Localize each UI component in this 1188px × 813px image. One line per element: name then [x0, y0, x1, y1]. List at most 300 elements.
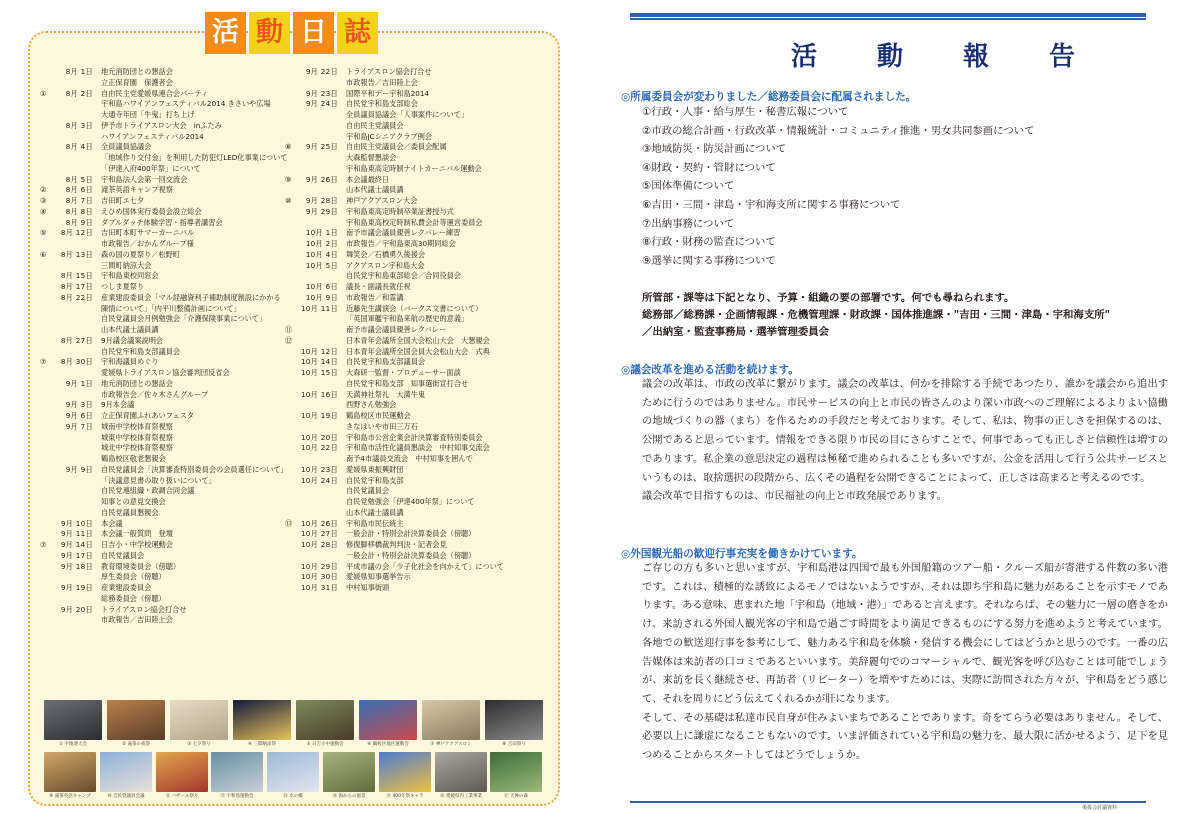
diary-entry-event: 宇和島市民伝統主 — [346, 518, 404, 528]
diary-entry — [40, 529, 302, 540]
diary-entry — [40, 411, 302, 422]
diary-entry — [285, 540, 555, 551]
diary-title-char: 活 — [205, 12, 246, 54]
diary-entry-date — [298, 132, 346, 143]
diary-entry-mark — [285, 508, 298, 519]
diary-entry-mark — [285, 347, 298, 358]
diary-entry-mark: ⑧ — [285, 142, 292, 152]
diary-entry — [285, 261, 555, 272]
department-block — [642, 290, 1110, 341]
diary-entry-date: 9月 26日 — [305, 174, 338, 184]
activity-photo — [211, 752, 263, 792]
photo-caption: ⑫ 宇和島運動会 — [220, 794, 254, 799]
diary-entry — [40, 78, 302, 89]
diary-entry — [40, 304, 302, 315]
diary-entry — [40, 89, 302, 100]
diary-entry — [285, 357, 555, 368]
diary-entry-mark — [40, 175, 53, 186]
diary-entry-date: 9月 20日 — [60, 604, 93, 614]
diary-entry-date: 8月 30日 — [60, 357, 93, 367]
diary-entry-date: 8月 6日 — [65, 185, 93, 195]
diary-entry-mark — [40, 605, 53, 616]
diary-entry — [285, 497, 555, 508]
photo-caption: ② 滝茶の夜祭 — [122, 742, 150, 747]
diary-entry — [40, 282, 302, 293]
diary-entry-event: 愛媛県東振興財団 — [346, 464, 404, 474]
diary-entry-event: 立正保育園ふれあいフェスタ — [101, 411, 195, 420]
diary-entry-mark — [40, 368, 53, 379]
diary-entry — [40, 121, 302, 132]
diary-entry-event: 伊予市トライアスロン大会 inふたみ — [101, 120, 222, 130]
diary-entry-event: 城南中学校体育祭視察 — [101, 421, 173, 431]
diary-entry-event: 9月議会議案説明会 — [101, 335, 164, 345]
diary-entry-event: 舞笑会／石橋勇久後援会 — [346, 249, 426, 259]
diary-entry-mark — [40, 433, 53, 444]
diary-entry-date — [53, 78, 101, 89]
diary-entry — [40, 454, 302, 465]
diary-entry-event: 厚生委員会（傍聴） — [101, 572, 166, 582]
diary-entry-mark — [40, 78, 53, 89]
diary-entry-mark — [40, 476, 53, 487]
diary-entry — [40, 357, 302, 368]
photo-caption: ⑤ 日吉小中運動会 — [306, 742, 344, 747]
diary-entry — [40, 465, 302, 476]
diary-entry-date: 8月 15日 — [60, 271, 93, 281]
diary-entry-event: 9月本会議 — [101, 400, 135, 410]
diary-entry-date — [53, 486, 101, 497]
diary-entry — [285, 250, 555, 261]
diary-entry — [40, 605, 302, 616]
diary-entry-mark — [40, 347, 53, 358]
diary-entry — [285, 89, 555, 100]
diary-entry-event: 一般会計・特別会計決算委員会（傍聴） — [346, 529, 476, 539]
diary-entry-event: 全員議員協議会「人事案件について」 — [346, 110, 469, 119]
diary-entry-mark: ② — [40, 185, 47, 195]
diary-entry-date: 10月 4日 — [305, 249, 338, 259]
diary-entry-mark — [285, 261, 298, 272]
diary-entry-date — [53, 239, 101, 250]
cruise-paragraph — [642, 560, 1168, 766]
diary-entry-date: 10月 22日 — [300, 443, 338, 453]
diary-entry-date — [53, 368, 101, 379]
diary-entry-mark — [285, 121, 298, 132]
diary-entry-date: 9月 25日 — [305, 142, 338, 152]
diary-entry — [285, 175, 555, 186]
diary-entry — [40, 497, 302, 508]
diary-entry-date — [53, 347, 101, 358]
photo-caption: ⑮ 400年祭キャラ — [386, 794, 424, 799]
committee-item: ⑤国体準備について — [642, 180, 735, 193]
diary-entry — [285, 196, 555, 207]
department-line: 総務部／総務課・企画情報課・危機管理課・財政課・国体推進課・"吉田・三間・津島・宇和海支所" — [642, 309, 1111, 321]
diary-entry-date: 10月 23日 — [300, 464, 338, 474]
diary-entry-date: 10月 5日 — [305, 260, 338, 270]
diary-entry-date — [298, 121, 346, 132]
diary-title-char: 誌 — [337, 12, 378, 54]
diary-entry-event: 産業建設委員会 — [101, 583, 152, 592]
diary-entry-mark — [40, 583, 53, 594]
diary-entry-mark — [40, 261, 53, 272]
diary-entry-mark — [40, 164, 53, 175]
diary-entry-event: 日本青年会議所全国会員大会松山大会 式典 — [346, 346, 490, 356]
diary-entry — [285, 454, 555, 465]
diary-entry-mark — [285, 562, 298, 573]
diary-entry-date: 9月 9日 — [65, 464, 93, 474]
diary-entry-mark — [40, 132, 53, 143]
diary-entry-date — [298, 271, 346, 282]
diary-entry — [285, 142, 555, 153]
diary-title — [205, 12, 378, 54]
diary-entry-date: 9月 11日 — [60, 529, 93, 539]
diary-entry — [40, 239, 302, 250]
photo-strip — [44, 700, 544, 804]
diary-entry-event: 「決議意見書の取り扱いについて」 — [101, 475, 216, 485]
diary-entry-mark — [40, 325, 53, 336]
diary-entry-mark: ⑨ — [285, 174, 292, 184]
activity-photo — [485, 700, 543, 740]
diary-entry-date: 8月 3日 — [65, 120, 93, 130]
reform-text-2: 議会改革で目指すものは、市民福祉の向上と市政発展であります。 — [642, 491, 947, 503]
diary-entry-date — [298, 110, 346, 121]
diary-entry-mark — [285, 454, 298, 465]
diary-entry — [285, 476, 555, 487]
diary-entry — [285, 336, 555, 347]
diary-entry — [285, 207, 555, 218]
diary-entry-event: 愛媛県トライアスロン協会審判団反省会 — [101, 368, 230, 377]
diary-entry-date — [298, 153, 346, 164]
diary-entry-mark — [285, 110, 298, 121]
diary-entry-mark: ① — [40, 88, 47, 98]
diary-entry-date: 10月 12日 — [300, 346, 338, 356]
diary-entry — [40, 390, 302, 401]
diary-entry-event: 「英国軍艦宇和島来航の歴史的意義」 — [346, 314, 469, 324]
diary-entry-event: 地元消防団との懇話会 — [101, 67, 173, 76]
bottom-rule — [630, 801, 1146, 803]
diary-entry-event: 総務委員会（傍聴） — [101, 593, 166, 603]
diary-entry-date: 8月 5日 — [65, 174, 93, 184]
diary-entry-date — [298, 336, 346, 347]
diary-entry-date: 9月 28日 — [305, 196, 338, 205]
diary-entry-mark — [40, 293, 53, 304]
diary-entry-mark: ④ — [40, 206, 47, 216]
diary-entry-date: 8月 8日 — [65, 206, 93, 216]
diary-entry-event: 議長・副議長就任祝 — [346, 282, 411, 291]
diary-entry-date — [298, 185, 346, 196]
diary-entry-mark — [285, 572, 298, 583]
diary-entry-event: つしま夏祭り — [101, 282, 145, 291]
diary-entry-event: 市政報告／和霊講 — [346, 292, 404, 302]
diary-entry — [40, 132, 302, 143]
diary-entry-event: 自民党宇和島支部議員会 — [101, 346, 181, 356]
activity-photo — [435, 752, 487, 792]
diary-entry — [285, 132, 555, 143]
diary-entry-event: 「伊達入府400年祭」について — [101, 163, 201, 173]
diary-entry — [285, 583, 555, 594]
diary-entry-mark — [40, 572, 53, 583]
diary-entry-date: 10月 1日 — [305, 228, 338, 238]
diary-entry-event: 三間町納涼大会 — [101, 260, 152, 270]
diary-entry-event: 愛媛県知事選挙告示 — [346, 572, 411, 582]
diary-entry — [40, 228, 302, 239]
diary-entry-date: 9月 14日 — [60, 540, 93, 549]
diary-entry-mark — [285, 185, 298, 196]
diary-entry — [285, 121, 555, 132]
diary-entry-date — [53, 476, 101, 487]
photo-caption: ⑪ バザール祭り — [165, 794, 199, 799]
diary-entry-event: 自由民主党議員会／委員会配属 — [346, 142, 447, 152]
cruise-text: ご存じの方も多いと思いますが、宇和島港は四国で最も外国船籍のツアー船・クルーズ船が寄港する件数の多い港です。これは、積極的な誘致によるモノではないようですが、それは即ち宇和島に魅力があることを示すモノであります。ある意味、恵まれた地「宇和島（地域・港）」であると言えます。それならば、その魅力に一層の磨きをかけ、来訪される外国人観光客の宇和島で過ごす時間をより満足できるものにする努力を進めようと考えています。各地での歓送迎行事を参考にして、魅力ある宇和島を体験・発信する機会にしてはどうかと思うのです。一番の広告媒体は来訪者の口コミであるといいます。美辞麗句でのコマーシャルで、観光客を呼び込むことは可能でしょうが、来訪を長く継続させ、再訪者（リピーター）を増やすためには、実際に訪問された方々が、宇和島をどう感じて、それを周りにどう伝えてくれるかが肝になります。 — [642, 563, 1168, 705]
diary-entry-event: 鶴島校区市民運動会 — [346, 411, 411, 420]
diary-entry-date — [298, 314, 346, 325]
diary-entry-date — [298, 164, 346, 175]
diary-entry-mark — [40, 400, 53, 411]
diary-entry-date: 9月 1日 — [65, 378, 93, 388]
diary-entry-date: 10月 16日 — [300, 389, 338, 399]
diary-entry-event: 宇和島東高定時制卒業証書授与式 — [346, 206, 454, 216]
activity-photo — [100, 752, 152, 792]
diary-entry-event: きなはいや市田三万石 — [346, 421, 418, 431]
diary-entry-mark — [285, 304, 298, 315]
diary-entry-date — [298, 325, 346, 336]
diary-entry — [40, 433, 302, 444]
committee-item: ①行政・人事・給与厚生・秘書広報について — [642, 106, 849, 118]
diary-entry — [285, 282, 555, 293]
diary-entry-event: 日本青年会議所全国大会松山大会 大懇親会 — [346, 335, 490, 345]
diary-entry-mark — [40, 153, 53, 164]
diary-entry-mark — [285, 207, 298, 218]
diary-entry-date — [298, 486, 346, 497]
diary-entry — [285, 390, 555, 401]
diary-entry-mark — [285, 540, 298, 551]
diary-entry-event: 全員議員協議会 — [101, 142, 152, 152]
diary-entry-event: 宇和島東校同窓会 — [101, 271, 159, 281]
diary-entry — [285, 239, 555, 250]
diary-entry-date — [53, 433, 101, 444]
diary-entry — [40, 164, 302, 175]
diary-entry-event: えひめ国体実行委員会設立総会 — [101, 206, 202, 216]
photo-caption: ⑥ 鶴校区地区運動会 — [367, 742, 409, 747]
report-title: 活 動 報 告 — [791, 42, 1093, 72]
diary-entry-date — [53, 132, 101, 143]
diary-entry-mark: ⑩ — [285, 196, 292, 205]
diary-entry-date — [298, 379, 346, 390]
diary-entry-mark — [40, 121, 53, 132]
diary-entry-date — [298, 551, 346, 562]
diary-entry-event: 地元消防団との懇話会 — [101, 378, 173, 388]
diary-entry — [285, 304, 555, 315]
diary-entry-event: 宇和島法人会第一回交流会 — [101, 174, 188, 184]
diary-entry-date: 8月 12日 — [60, 228, 93, 238]
activity-photo — [156, 752, 208, 792]
diary-entry-mark — [40, 454, 53, 465]
diary-entry-mark — [40, 99, 53, 110]
footer-note: 後援会討議資料 — [1082, 805, 1118, 811]
diary-entry-event: 大通寺年団「牛鬼」打ち上げ — [101, 110, 195, 119]
diary-entry-date: 10月 24日 — [300, 475, 338, 485]
diary-entry-event: 平成市議の会「少子化社会を向かえて」について — [346, 561, 504, 571]
diary-entry — [285, 110, 555, 121]
diary-entry-date: 8月 17日 — [60, 282, 93, 291]
diary-entry-date: 9月 10日 — [60, 518, 93, 528]
diary-entry-event: 吉田町エ七夕 — [101, 196, 145, 205]
section-heading-committee: ◎所属委員会が変わりました／総務委員会に配属されました。 — [621, 91, 917, 103]
diary-entry — [285, 572, 555, 583]
diary-entry-date: 9月 6日 — [65, 411, 93, 420]
activity-photo — [296, 700, 354, 740]
diary-entry-event: 市政報告会／佐々木さんグループ — [101, 389, 209, 399]
activity-photo — [233, 700, 291, 740]
diary-entry-mark: ⑦ — [40, 357, 47, 367]
diary-entry-mark — [285, 164, 298, 175]
diary-entry-event: 大森研一監督・プロデューサー面談 — [346, 368, 461, 377]
committee-item: ④財政・契約・管財について — [642, 161, 776, 174]
diary-entry — [40, 67, 302, 78]
diary-entry — [40, 615, 302, 626]
section-heading-reform: ◎議会改革を進める活動を続けます。 — [621, 364, 799, 376]
diary-entry-date: 10月 19日 — [300, 411, 338, 420]
diary-entry-date: 8月 13日 — [60, 249, 93, 259]
diary-entry — [285, 67, 555, 78]
diary-entry-date — [53, 454, 101, 465]
diary-entry-event: 自民党議員会「決算審査特別委員会の会員選任について」 — [101, 464, 288, 474]
diary-entry-date: 9月 23日 — [305, 88, 338, 98]
activity-photo — [422, 700, 480, 740]
diary-entry — [40, 325, 302, 336]
diary-entry — [285, 99, 555, 110]
photo-caption: ① 平地連大会 — [59, 742, 87, 747]
diary-entry — [40, 196, 302, 207]
diary-entry — [40, 175, 302, 186]
diary-entry-event: 日吉小・中学校運動会 — [101, 540, 173, 549]
diary-entry — [285, 368, 555, 379]
diary-entry-event: 立正保育園 保護者会 — [101, 77, 173, 87]
diary-entry-event: 森の国の夏祭り／松野町 — [101, 249, 181, 259]
diary-entry-date: 10月 9日 — [305, 292, 338, 302]
diary-entry — [285, 314, 555, 325]
diary-entry-date — [298, 78, 346, 89]
diary-entry-mark — [40, 390, 53, 401]
diary-entry-mark — [40, 67, 53, 78]
committee-item-list — [642, 103, 1035, 270]
diary-entry-date: 8月 1日 — [65, 67, 93, 76]
diary-entry-mark: ⑥ — [40, 249, 47, 259]
diary-entry — [40, 185, 302, 196]
diary-entry-mark — [285, 99, 298, 110]
diary-entry-date — [298, 497, 346, 508]
committee-item: ③地域防災・防災計画について — [642, 143, 787, 156]
diary-entry — [40, 347, 302, 358]
diary-entry-mark — [40, 508, 53, 519]
diary-entry — [40, 261, 302, 272]
diary-title-char: 日 — [293, 12, 334, 54]
diary-entry-date — [53, 164, 101, 175]
reform-paragraph — [642, 376, 1168, 507]
photo-caption: ⑯ 愛媛県内工業事業 — [440, 794, 482, 799]
diary-entry-date: 10月 15日 — [300, 368, 338, 377]
diary-entry — [285, 153, 555, 164]
diary-entry-event: 自民党宇和島支部 — [346, 475, 404, 485]
photo-caption: ③ 七夕祭り — [187, 742, 211, 747]
diary-entry-event: 修復脚移橋裁判判決・記者会見 — [346, 540, 447, 549]
diary-entry — [285, 325, 555, 336]
diary-entry-mark — [285, 132, 298, 143]
diary-entry-event: 城東中学校体育祭視察 — [101, 432, 173, 442]
diary-entry-date — [298, 422, 346, 433]
diary-entry-event: 宇和島東高定時制ナイトカーニバル運動会 — [346, 163, 482, 173]
diary-entry-event: 吉田町本町サマーカーニバル — [101, 228, 195, 238]
activity-photo — [170, 700, 228, 740]
diary-entry — [40, 336, 302, 347]
diary-entry-event: 「地域作り交付金」を利用した防犯灯LED化事業について — [101, 153, 288, 162]
photo-caption: ⑬ 水の郷 — [283, 794, 303, 799]
diary-entry-mark: ⑪ — [285, 325, 293, 334]
diary-entry-event: 陳情について」「内平川整備計画について」 — [101, 303, 241, 313]
diary-entry — [285, 519, 555, 530]
diary-entry-date — [53, 110, 101, 121]
diary-entry — [285, 218, 555, 229]
diary-entry-event: ダブルダッチ体験学習・指導者講習会 — [101, 217, 223, 227]
diary-entry-event: 南予市議会議員親善レクバレー — [346, 325, 447, 334]
diary-entry — [285, 347, 555, 358]
diary-entry-date: 10月 26日 — [300, 518, 338, 528]
diary-entry-event: 自民党宇和島東部総会／合同役員会 — [346, 271, 462, 281]
diary-entry-mark — [285, 314, 298, 325]
diary-entry — [40, 562, 302, 573]
diary-entry-event: 宇和島市公営企業会計決算審査特別委員会 — [346, 432, 483, 442]
diary-entry-mark — [40, 314, 53, 325]
diary-entry-mark — [285, 497, 298, 508]
diary-entry-mark — [40, 594, 53, 605]
diary-entry-date — [53, 261, 101, 272]
diary-entry — [40, 400, 302, 411]
diary-entry-date — [53, 99, 101, 110]
diary-entry-date: 10月 31日 — [300, 583, 338, 592]
photo-caption: ⑨ 滝茶英語キャンプ — [49, 794, 91, 799]
diary-entry-mark — [285, 368, 298, 379]
diary-entry-event: 近藤先生講演会（バークス文書について） — [346, 303, 483, 313]
photo-caption: ④ 三間納涼祭 — [248, 742, 276, 747]
diary-entry — [285, 271, 555, 282]
diary-entry-event: 本会議一般質問 登壇 — [101, 529, 173, 539]
diary-entry-date: 8月 4日 — [65, 142, 93, 152]
diary-entry-date — [53, 497, 101, 508]
department-line: 所管部・課等は下記となり、予算・組織の要の部署です。何でも尋ねられます。 — [642, 292, 1015, 304]
diary-entry-event: 宇和島東高校定時制私費会計等運営委員会 — [346, 217, 483, 227]
diary-entry-mark — [285, 411, 298, 422]
committee-item: ②市政の総合計画・行政改革・情報統計・コミュニティ推進・男女共同参画について — [642, 124, 1035, 137]
diary-entry-event: 市政報告／吉田陸上会 — [346, 77, 418, 87]
diary-entry-date: 10月 29日 — [300, 561, 338, 571]
activity-photo — [44, 700, 102, 740]
diary-entry-event: 自由民主党愛媛県連合会パーティ — [101, 88, 209, 98]
diary-entry-mark — [285, 78, 298, 89]
diary-entry-event: 城北中学校体育祭視察 — [101, 443, 173, 453]
diary-entry-event: ハワイアンフェスティバル2014 — [101, 131, 204, 141]
diary-entry-mark: ③ — [40, 196, 47, 205]
diary-entry-date: 9月 29日 — [305, 206, 338, 216]
diary-entry-mark — [285, 422, 298, 433]
committee-item: ⑥吉田・三間・津島・宇和海支所に関する事務について — [642, 198, 901, 211]
diary-entry-event: アクアスロン宇和島大会 — [346, 260, 425, 270]
diary-entry-event: 神戸アクアスロン大会 — [346, 196, 418, 205]
diary-entry — [40, 153, 302, 164]
diary-entry-mark — [285, 293, 298, 304]
diary-entry-mark — [285, 465, 298, 476]
diary-entry-event: 産業建設委員会「マル経融資利子補助制度創設にかかる — [101, 292, 281, 302]
diary-entry — [285, 486, 555, 497]
diary-entry — [285, 411, 555, 422]
diary-entry — [40, 551, 302, 562]
